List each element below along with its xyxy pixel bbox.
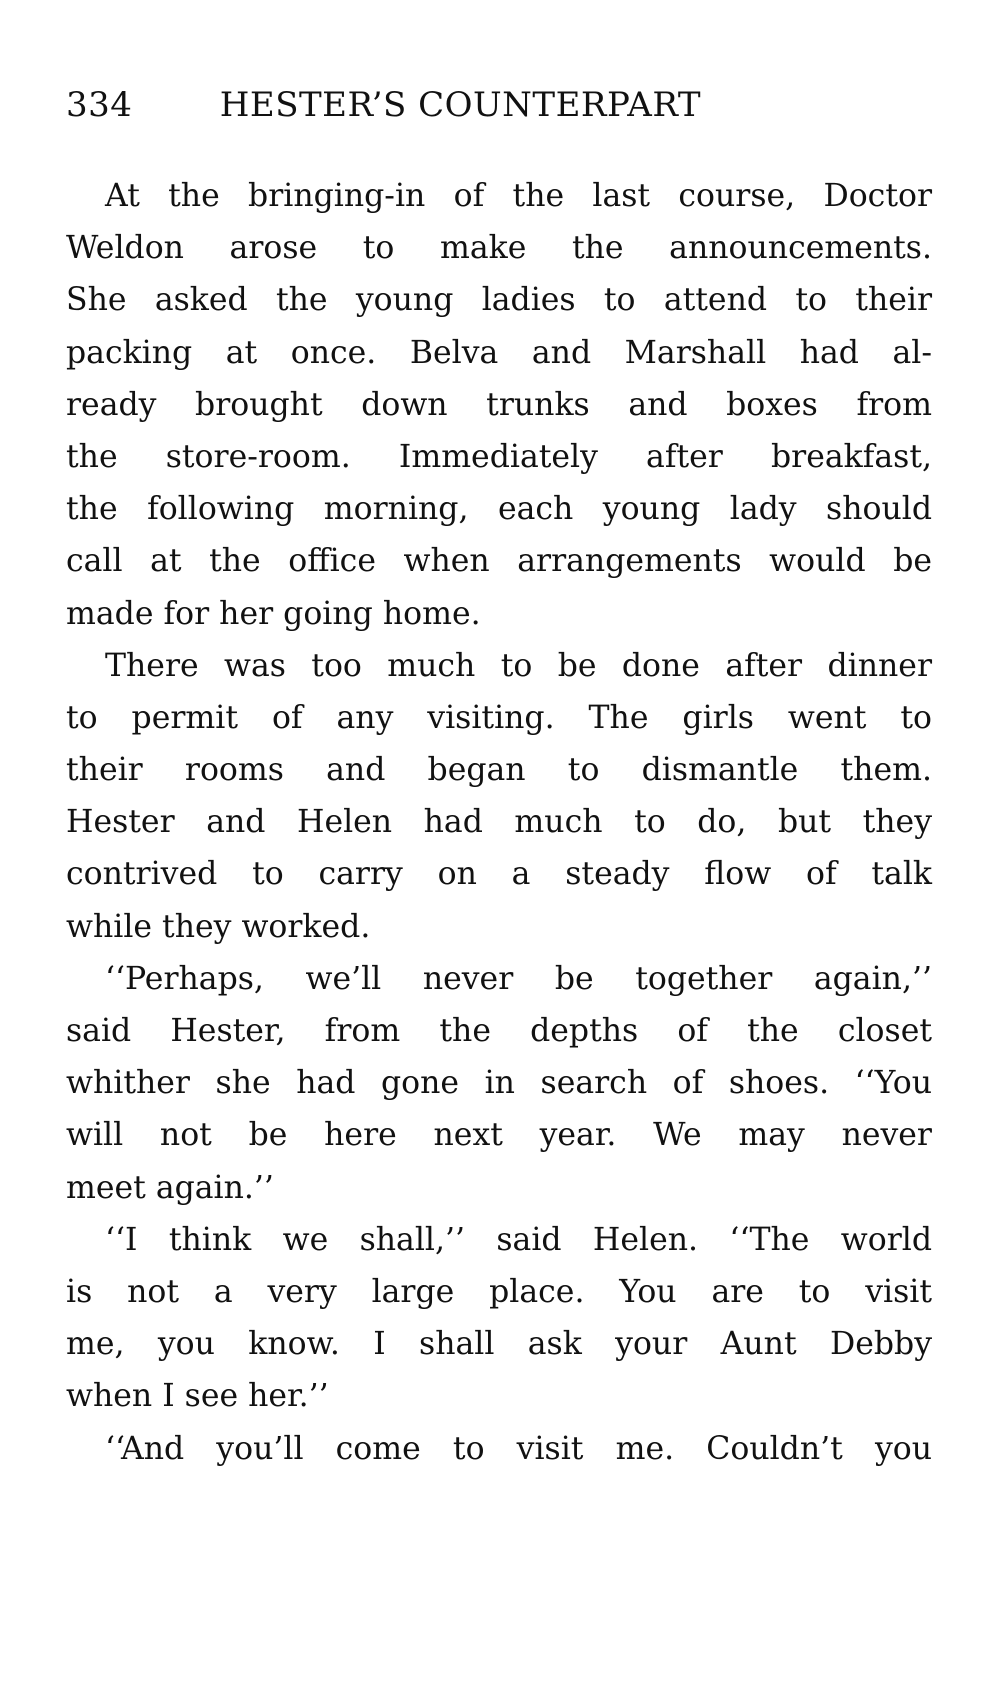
text-line: the store-room. Immediately after breakfast, <box>66 438 932 475</box>
text-line: me, you know. I shall ask your Aunt Debby <box>66 1326 932 1363</box>
text-line: call at the office when arrangements would be <box>66 543 932 580</box>
text-line: is not a very large place. You are to visit <box>66 1273 932 1310</box>
page-number: 334 <box>66 85 133 125</box>
text-line: ready brought down trunks and boxes from <box>66 386 932 423</box>
text-line: will not be here next year. We may never <box>66 1117 932 1154</box>
text-line: There was too much to be done after dinner <box>105 647 932 684</box>
running-head <box>66 82 932 128</box>
text-line: whither she had gone in search of shoes. ‘‘You <box>66 1065 932 1102</box>
text-line: made for her going home. <box>66 595 481 632</box>
running-title: HESTER’S COUNTERPART <box>219 85 702 125</box>
text-line: ‘‘Perhaps, we’ll never be together again,’’ <box>105 960 932 997</box>
text-line: packing at once. Belva and Marshall had al- <box>66 334 932 371</box>
text-line: when I see her.’’ <box>66 1378 329 1415</box>
page-content <box>66 82 932 1475</box>
text-line: ‘‘And you’ll come to visit me. Couldn’t you <box>105 1430 932 1467</box>
text-line: ‘‘I think we shall,’’ said Helen. ‘‘The world <box>105 1221 932 1258</box>
text-line: Weldon arose to make the announcements. <box>66 230 932 267</box>
text-line: contrived to carry on a steady flow of talk <box>66 856 932 893</box>
text-line: Hester and Helen had much to do, but they <box>66 804 932 841</box>
body-text <box>66 170 932 1475</box>
text-line: She asked the young ladies to attend to their <box>66 282 932 319</box>
text-line: to permit of any visiting. The girls went to <box>66 699 932 736</box>
text-line: At the bringing-in of the last course, Doctor <box>105 178 932 214</box>
text-line: said Hester, from the depths of the closet <box>66 1013 932 1049</box>
text-line: their rooms and began to dismantle them. <box>66 752 932 789</box>
text-line: meet again.’’ <box>66 1169 274 1206</box>
text-line: the following morning, each young lady should <box>66 491 932 528</box>
text-line: while they worked. <box>66 908 371 945</box>
